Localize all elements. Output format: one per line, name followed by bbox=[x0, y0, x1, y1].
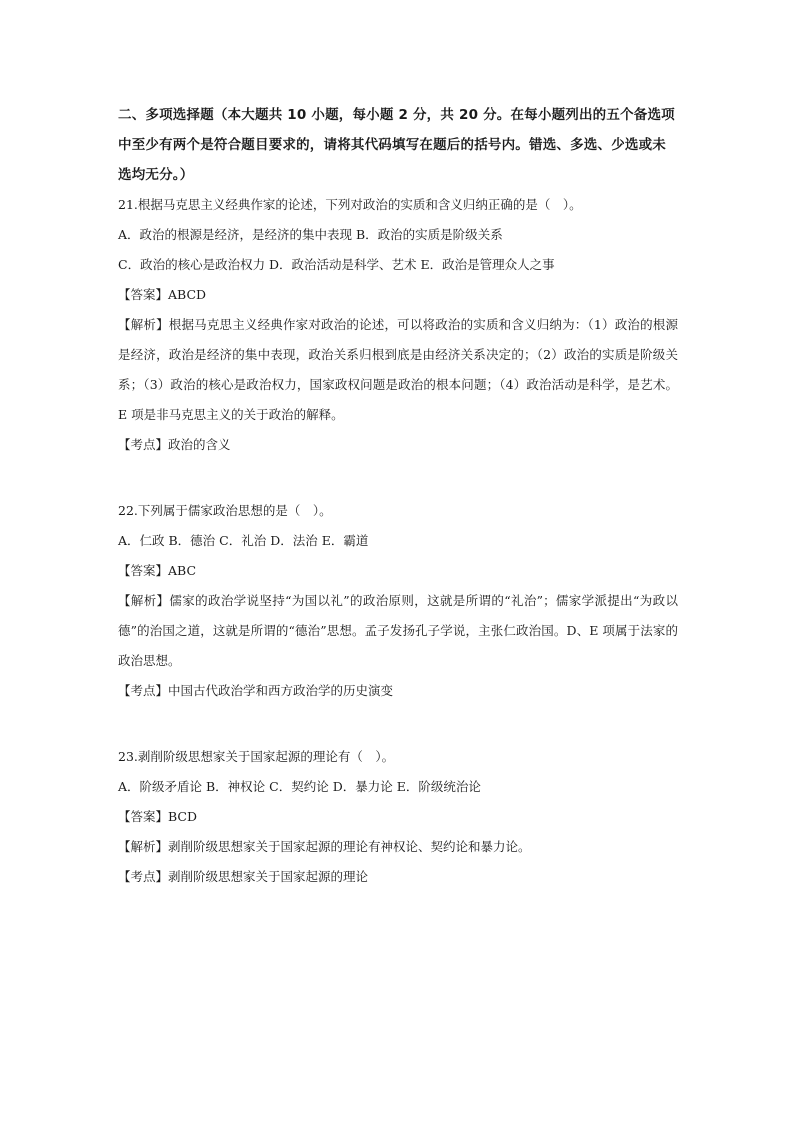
question-stem: 23.剥削阶级思想家关于国家起源的理论有（ ）。 bbox=[118, 749, 395, 764]
section-title: 二、多项选择题（本大题共 10 小题，每小题 2 分，共 20 分。在每小题列出的五个备选项中至少有两个是符合题目要求的，请将其代码填写在题后的括号内。错选、多选、少选或未选均无分。） bbox=[118, 107, 675, 183]
analysis-paragraph: 【解析】儒家的政治学说坚持“为国以礼”的政治原则，这就是所谓的“礼治”；儒家学派提出“为政以德”的治国之道，这就是所谓的“德治”思想。孟子发扬孔子学说，主张仁政治国。D、E 项属于法家的政治思想。 bbox=[118, 593, 678, 668]
question-stem: 22.下列属于儒家政治思想的是（ ）。 bbox=[118, 503, 332, 518]
document-page bbox=[118, 100, 678, 892]
question-options: A．阶级矛盾论 B．神权论 C．契约论 D．暴力论 E．阶级统治论 bbox=[118, 779, 481, 794]
knowledge-point: 【考点】政治的含义 bbox=[118, 437, 231, 452]
answer-line: 【答案】BCD bbox=[118, 809, 198, 824]
question-22 bbox=[118, 496, 678, 706]
answer-line: 【答案】ABC bbox=[118, 563, 197, 578]
question-options: A．仁政 B．德治 C．礼治 D．法治 E．霸道 bbox=[118, 533, 369, 548]
analysis-paragraph: 【解析】根据马克思主义经典作家对政治的论述，可以将政治的实质和含义归纳为：（1）政治的根源是经济，政治是经济的集中表现，政治关系归根到底是由经济关系决定的；（2）政治的实质是阶级关系；（3）政治的核心是政治权力，国家政权问题是政治的根本问题；（4）政治活动是科学，是艺术。E 项是非马克思主义的关于政治的解释。 bbox=[118, 317, 678, 422]
answer-line: 【答案】ABCD bbox=[118, 287, 207, 302]
knowledge-point: 【考点】剥削阶级思想家关于国家起源的理论 bbox=[118, 869, 369, 884]
knowledge-point: 【考点】中国古代政治学和西方政治学的历史演变 bbox=[118, 683, 394, 698]
question-options: A．政治的根源是经济，是经济的集中表现 B．政治的实质是阶级关系 bbox=[118, 227, 503, 242]
question-stem: 21.根据马克思主义经典作家的论述，下列对政治的实质和含义归纳正确的是（ ）。 bbox=[118, 197, 582, 212]
question-options: C．政治的核心是政治权力 D．政治活动是科学、艺术 E．政治是管理众人之事 bbox=[118, 257, 555, 272]
question-23 bbox=[118, 742, 678, 892]
analysis-paragraph: 【解析】剥削阶级思想家关于国家起源的理论有神权论、契约论和暴力论。 bbox=[118, 839, 531, 854]
question-21 bbox=[118, 190, 678, 460]
